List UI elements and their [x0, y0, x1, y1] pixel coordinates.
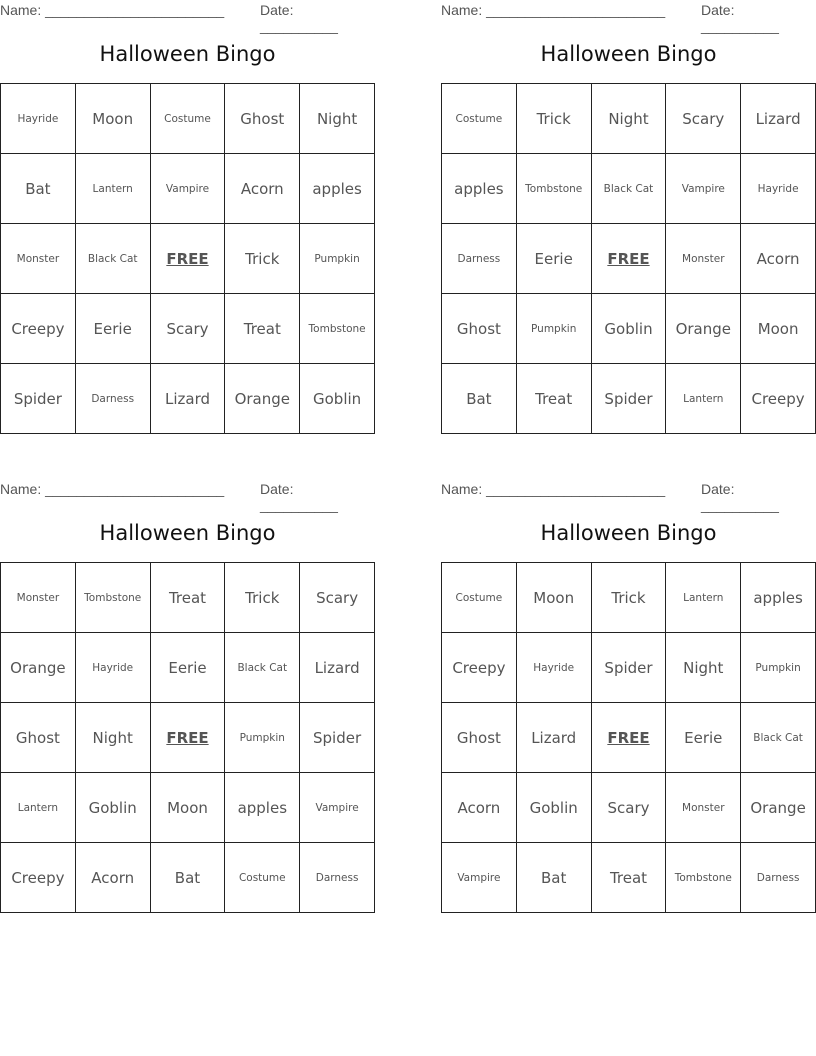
bingo-cell: Acorn: [76, 843, 151, 913]
bingo-cell: Treat: [592, 843, 667, 913]
bingo-cell: Night: [300, 84, 375, 154]
bingo-cell: Hayride: [76, 633, 151, 703]
bingo-cell: Orange: [666, 294, 741, 364]
bingo-cell: Pumpkin: [517, 294, 592, 364]
bingo-cell: Night: [592, 84, 667, 154]
bingo-cell: Bat: [151, 843, 226, 913]
bingo-cell: Ghost: [442, 294, 517, 364]
bingo-cell: apples: [300, 154, 375, 224]
bingo-cell: Bat: [1, 154, 76, 224]
bingo-cell: Lantern: [666, 563, 741, 633]
name-field-label: Name: _______________________: [0, 481, 225, 497]
bingo-cell: Acorn: [442, 773, 517, 843]
date-field-label: Date: __________: [701, 481, 779, 513]
bingo-cell: Scary: [666, 84, 741, 154]
bingo-cell: Costume: [442, 563, 517, 633]
bingo-cell: Lantern: [1, 773, 76, 843]
bingo-cell: Acorn: [741, 224, 816, 294]
bingo-cell: Goblin: [76, 773, 151, 843]
bingo-cell: Lizard: [300, 633, 375, 703]
bingo-cell: Darness: [741, 843, 816, 913]
date-field-label: Date: __________: [260, 2, 338, 34]
bingo-grid: [0, 83, 375, 434]
bingo-cell: Lizard: [151, 364, 226, 434]
bingo-cell: Vampire: [151, 154, 226, 224]
bingo-card-2: [441, 0, 816, 440]
bingo-cell: Lantern: [666, 364, 741, 434]
free-space-cell: FREE: [151, 224, 226, 294]
bingo-cell: apples: [442, 154, 517, 224]
bingo-cell: Acorn: [225, 154, 300, 224]
bingo-cell: Creepy: [1, 294, 76, 364]
bingo-cell: Moon: [741, 294, 816, 364]
bingo-cell: Scary: [300, 563, 375, 633]
bingo-cell: Treat: [151, 563, 226, 633]
bingo-cell: Darness: [76, 364, 151, 434]
bingo-grid: [441, 83, 816, 434]
bingo-cell: Pumpkin: [300, 224, 375, 294]
name-field-label: Name: _______________________: [441, 481, 666, 497]
bingo-cell: Night: [76, 703, 151, 773]
bingo-cell: Ghost: [442, 703, 517, 773]
bingo-cell: Spider: [592, 364, 667, 434]
bingo-cell: Costume: [151, 84, 226, 154]
bingo-cell: Pumpkin: [741, 633, 816, 703]
bingo-card-4: [441, 479, 816, 919]
bingo-cell: Night: [666, 633, 741, 703]
bingo-cell: Goblin: [517, 773, 592, 843]
bingo-cell: Lizard: [741, 84, 816, 154]
bingo-cell: Trick: [225, 224, 300, 294]
bingo-cell: Vampire: [442, 843, 517, 913]
bingo-grid: [0, 562, 375, 913]
bingo-cell: Black Cat: [76, 224, 151, 294]
bingo-cell: Ghost: [1, 703, 76, 773]
bingo-card-1: [0, 0, 375, 440]
bingo-cell: Hayride: [741, 154, 816, 224]
bingo-cell: Tombstone: [517, 154, 592, 224]
bingo-cell: Costume: [225, 843, 300, 913]
bingo-cell: Bat: [442, 364, 517, 434]
bingo-cell: Pumpkin: [225, 703, 300, 773]
bingo-cell: Tombstone: [76, 563, 151, 633]
bingo-cell: Treat: [517, 364, 592, 434]
card-header: [0, 481, 375, 513]
date-field-label: Date: __________: [260, 481, 338, 513]
bingo-cell: Monster: [666, 773, 741, 843]
bingo-grid: [441, 562, 816, 913]
bingo-cell: Spider: [592, 633, 667, 703]
bingo-cell: Monster: [666, 224, 741, 294]
card-header: [441, 2, 816, 34]
bingo-cell: Trick: [225, 563, 300, 633]
bingo-cell: Vampire: [300, 773, 375, 843]
bingo-cell: Scary: [151, 294, 226, 364]
bingo-cell: Hayride: [1, 84, 76, 154]
card-header: [441, 481, 816, 513]
card-title: Halloween Bingo: [99, 42, 276, 66]
bingo-cell: Goblin: [592, 294, 667, 364]
bingo-cell: Moon: [151, 773, 226, 843]
bingo-cell: Eerie: [517, 224, 592, 294]
bingo-cell: Eerie: [666, 703, 741, 773]
free-space-cell: FREE: [592, 703, 667, 773]
bingo-cell: Darness: [442, 224, 517, 294]
bingo-cell: Goblin: [300, 364, 375, 434]
bingo-cell: Moon: [76, 84, 151, 154]
card-title: Halloween Bingo: [99, 521, 276, 545]
bingo-cell: Black Cat: [741, 703, 816, 773]
bingo-cell: Creepy: [1, 843, 76, 913]
bingo-cell: Scary: [592, 773, 667, 843]
name-field-label: Name: _______________________: [0, 2, 225, 18]
date-field-label: Date: __________: [701, 2, 779, 34]
card-title: Halloween Bingo: [540, 521, 717, 545]
bingo-cell: Black Cat: [225, 633, 300, 703]
bingo-cell: Treat: [225, 294, 300, 364]
bingo-cell: Darness: [300, 843, 375, 913]
bingo-cell: Hayride: [517, 633, 592, 703]
bingo-card-3: [0, 479, 375, 919]
bingo-cell: Vampire: [666, 154, 741, 224]
card-header: [0, 2, 375, 34]
bingo-cell: Orange: [1, 633, 76, 703]
bingo-cell: Trick: [592, 563, 667, 633]
bingo-cell: Lizard: [517, 703, 592, 773]
bingo-cell: Bat: [517, 843, 592, 913]
bingo-cell: Trick: [517, 84, 592, 154]
bingo-cell: Ghost: [225, 84, 300, 154]
bingo-cell: Tombstone: [666, 843, 741, 913]
bingo-cell: Creepy: [741, 364, 816, 434]
bingo-cell: apples: [741, 563, 816, 633]
bingo-cell: Spider: [1, 364, 76, 434]
bingo-cell: Eerie: [76, 294, 151, 364]
bingo-cell: Orange: [741, 773, 816, 843]
bingo-cell: apples: [225, 773, 300, 843]
bingo-cell: Monster: [1, 224, 76, 294]
bingo-cell: Tombstone: [300, 294, 375, 364]
bingo-cell: Moon: [517, 563, 592, 633]
bingo-cell: Monster: [1, 563, 76, 633]
bingo-cell: Black Cat: [592, 154, 667, 224]
bingo-cell: Orange: [225, 364, 300, 434]
name-field-label: Name: _______________________: [441, 2, 666, 18]
bingo-cell: Costume: [442, 84, 517, 154]
card-title: Halloween Bingo: [540, 42, 717, 66]
bingo-cell: Creepy: [442, 633, 517, 703]
bingo-cell: Spider: [300, 703, 375, 773]
bingo-cell: Lantern: [76, 154, 151, 224]
bingo-cell: Eerie: [151, 633, 226, 703]
free-space-cell: FREE: [592, 224, 667, 294]
free-space-cell: FREE: [151, 703, 226, 773]
